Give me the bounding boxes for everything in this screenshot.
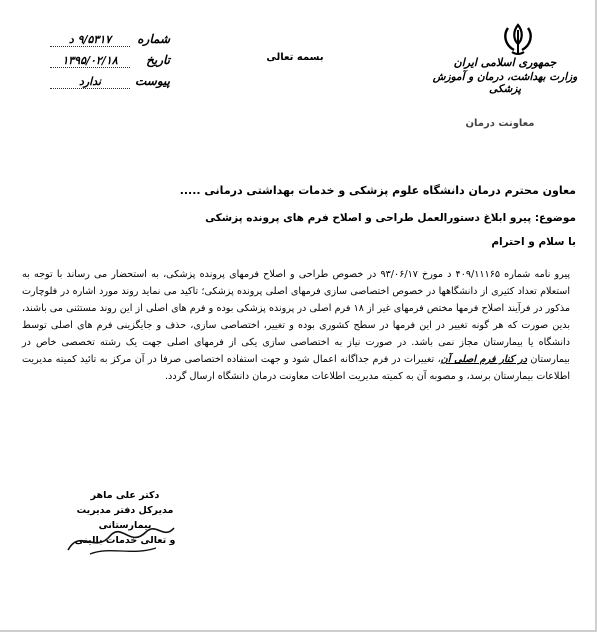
subject-line [20, 212, 576, 224]
letter-body [22, 266, 570, 385]
ministry-line-2: وزارت بهداشت، درمان و آموزش پزشکی [432, 71, 578, 95]
meta-attachment-row [50, 74, 170, 95]
ministry-line-1: جمهوری اسلامی ایران [453, 56, 557, 69]
attachment-label: پیوست [135, 74, 170, 88]
date-value: ۱۳۹۵/۰۲/۱۸ [50, 54, 130, 68]
letter-meta [50, 32, 170, 95]
signer-name: دکتر علی ماهر [90, 490, 160, 501]
department-label: معاونت درمان [465, 118, 535, 129]
recipient-line: معاون محترم درمان دانشگاه علوم پزشکی و خدمات بهداشتی درمانی ..... [179, 184, 576, 197]
meta-number-row [50, 32, 170, 53]
salutation: با سلام و احترام [491, 236, 576, 248]
number-label: شماره [137, 32, 170, 46]
body-emphasis: در کنار فرم اصلی آن [440, 354, 527, 365]
ministry-heading [430, 56, 580, 95]
date-label: تاریخ [146, 53, 170, 67]
meta-date-row [50, 53, 170, 74]
subject-label: موضوع: [534, 212, 576, 224]
attachment-value: ندارد [50, 75, 130, 89]
number-value: ۹/۵۳۱۷ د [50, 33, 130, 47]
signature-block [55, 488, 195, 548]
signer-title-1: مدیرکل دفتر مدیریت بیمارستانی [76, 505, 174, 531]
body-part-1: پیرو نامه شماره ۴۰۹/۱۱۱۶۵ د مورخ ۹۳/۰۶/۱۷ در خصوص طراحی و اصلاح فرمهای پرونده پزشکی، به استحضار می رساند با توجه به استعلام تعداد کثیری از دانشگاهها در خصوص اختصاصی سازی فرمهای اصلی پرونده پزشکی؛ تاکید می نماید روند مورد اشاره در فلوچارت مذکور در فرآیند اصلاح فرمها مختص فرمهای غیر از ۱۸ فرم اصلی در پرونده پزشکی بوده و فرم های اصلی از این روند مستثنی می باشند، بدین صورت که هر گونه تغییر در این فرمها در سطح کشوری بوده و تغییر، اختصاصی سازی، حذف و جایگزینی فرم های اصلی توسط دانشگاه یا بیمارستان مجاز نمی باشد. در صورت نیاز به اختصاصی سازی یکی از فرمهای اصلی جهت یک رشته تخصصی خاص در بیمارستان [22, 269, 571, 365]
bismillah-heading: بسمه تعالی [266, 52, 324, 63]
iran-emblem-icon [500, 22, 536, 56]
signer-title-2: و تعالی خدمات بالینی [74, 535, 176, 546]
subject-text: پیرو ابلاغ دستورالعمل طراحی و اصلاح فرم های پرونده پزشکی [205, 212, 532, 224]
body-part-2: ، تغییرات در فرم جداگانه اعمال شود و جهت استفاده اختصاصی صرفا در آن مرکز به تائید کمیته مدیریت اطلاعات بیمارستان برسد، و مصوبه آن به کمیته مدیریت اطلاعات معاونت درمان دانشگاه ارسال گردد. [22, 354, 570, 382]
